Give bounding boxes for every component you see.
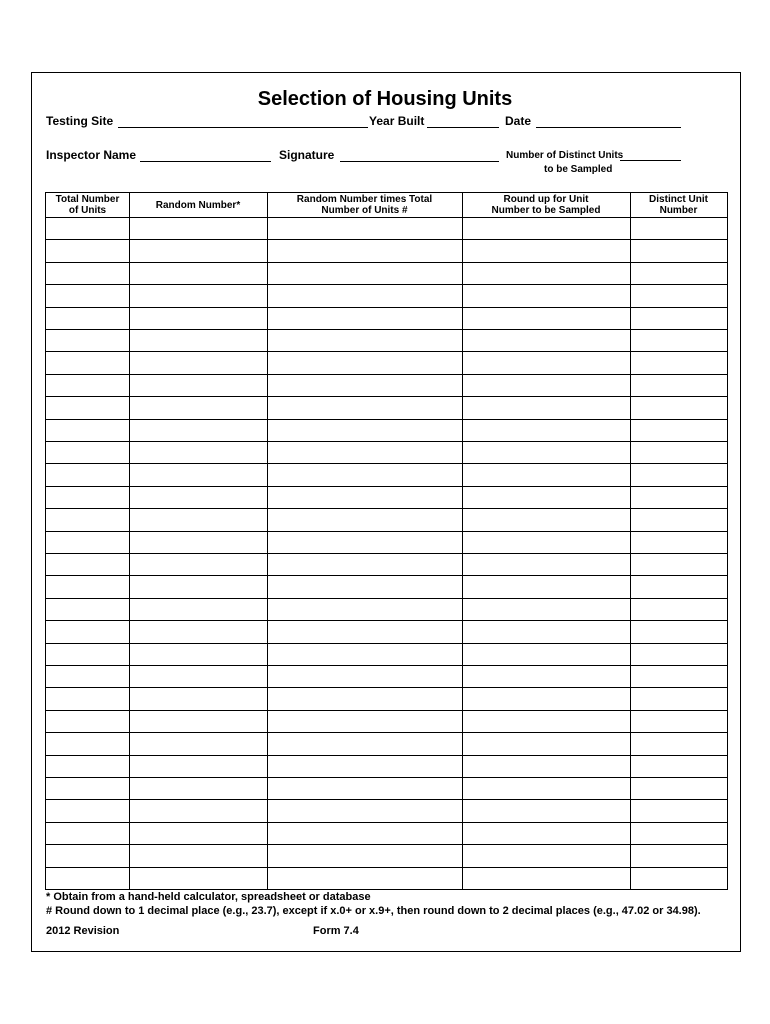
table-row[interactable] — [46, 755, 727, 756]
table-row[interactable] — [46, 598, 727, 599]
table-row[interactable] — [46, 575, 727, 576]
note-hash: # Round down to 1 decimal place (e.g., 23.7), except if x.0+ or x.9+, then round down to 2 decimal places (e.g., 47.02 or 34.98). — [46, 905, 701, 917]
table-row[interactable] — [46, 844, 727, 845]
table-row[interactable] — [46, 799, 727, 800]
column-divider — [267, 193, 268, 889]
revision-label: 2012 Revision — [46, 925, 120, 937]
note-asterisk: * Obtain from a hand-held calculator, spreadsheet or database — [46, 891, 371, 903]
table-row[interactable] — [46, 531, 727, 532]
distinct-units-label-line2: to be Sampled — [544, 164, 613, 175]
table-row[interactable] — [46, 441, 727, 442]
table-row[interactable] — [46, 732, 727, 733]
distinct-units-field[interactable] — [620, 160, 681, 161]
column-header-random-number: Random Number* — [155, 199, 241, 211]
table-row[interactable] — [46, 822, 727, 823]
table-row[interactable] — [46, 867, 727, 868]
table-row[interactable] — [46, 329, 727, 330]
year-built-label: Year Built — [369, 114, 425, 128]
testing-site-field[interactable] — [118, 127, 368, 128]
table-row[interactable] — [46, 396, 727, 397]
form-number: Form 7.4 — [313, 925, 359, 937]
column-header-total-units: Total Number of Units — [55, 194, 120, 216]
column-divider — [462, 193, 463, 889]
table-row[interactable] — [46, 508, 727, 509]
table-row[interactable] — [46, 553, 727, 554]
column-header-random-times-total: Random Number times Total Number of Units # — [296, 194, 433, 216]
distinct-units-label: Number of Distinct Units — [506, 150, 624, 161]
table-row[interactable] — [46, 307, 727, 308]
table-row[interactable] — [46, 665, 727, 666]
table-row[interactable] — [46, 643, 727, 644]
column-divider — [129, 193, 130, 889]
column-header-distinct-unit: Distinct Unit Number — [649, 194, 708, 216]
year-built-field[interactable] — [427, 127, 499, 128]
signature-label: Signature — [279, 148, 335, 162]
table-row[interactable] — [46, 777, 727, 778]
table-row[interactable] — [46, 687, 727, 688]
table-row[interactable] — [46, 374, 727, 375]
inspector-name-label: Inspector Name — [46, 148, 137, 162]
column-header-round-up: Round up for Unit Number to be Sampled — [491, 194, 601, 216]
table-row[interactable] — [46, 239, 727, 240]
inspector-name-field[interactable] — [140, 161, 271, 162]
housing-units-table — [45, 192, 728, 890]
table-row[interactable] — [46, 262, 727, 263]
form-title: Selection of Housing Units — [257, 88, 513, 110]
testing-site-label: Testing Site — [46, 114, 114, 128]
date-label: Date — [505, 114, 532, 128]
column-divider — [630, 193, 631, 889]
table-row[interactable] — [46, 620, 727, 621]
table-row[interactable] — [46, 463, 727, 464]
table-row[interactable] — [46, 284, 727, 285]
table-row[interactable] — [46, 351, 727, 352]
table-row[interactable] — [46, 419, 727, 420]
table-row[interactable] — [46, 710, 727, 711]
table-row[interactable] — [46, 486, 727, 487]
date-field[interactable] — [536, 127, 681, 128]
signature-field[interactable] — [340, 161, 499, 162]
table-row[interactable] — [46, 217, 727, 218]
